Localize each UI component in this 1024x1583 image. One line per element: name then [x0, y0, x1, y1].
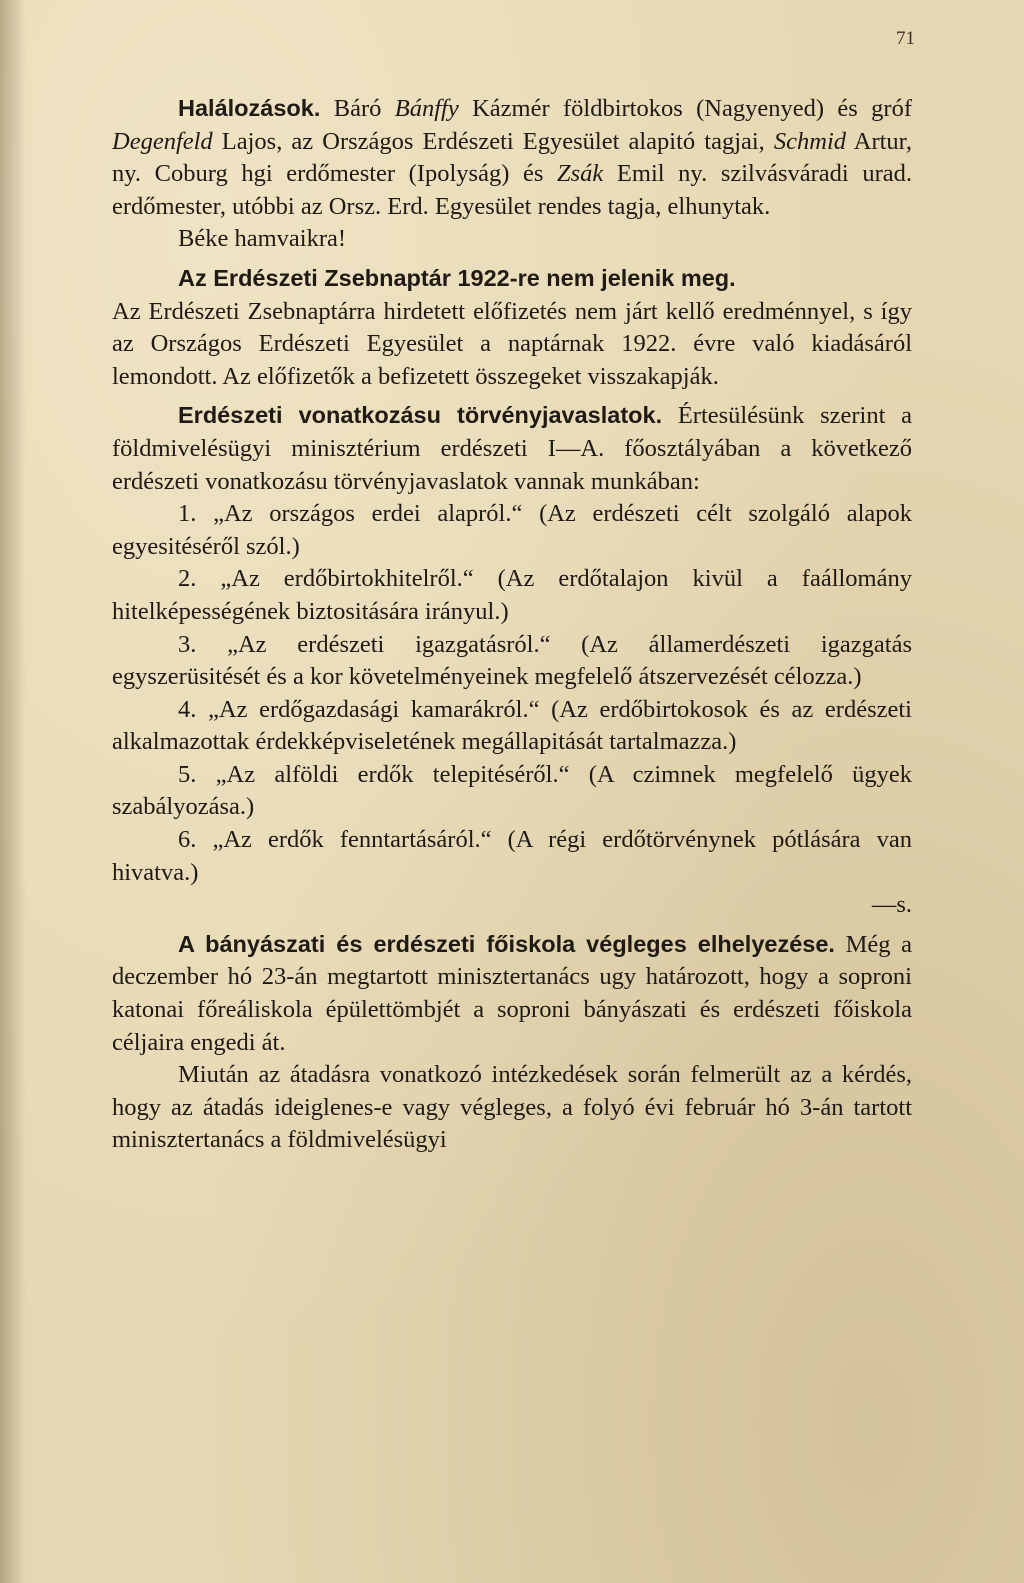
academy-heading: A bányászati és erdészeti főiskola végleges elhelyezése. — [178, 930, 835, 957]
academy-paragraph-2: Miután az átadásra vonatkozó intézkedések során felmerült az a kérdés, hogy az átadás ideiglenes-e vagy végleges, a folyó évi február hó 3-án tartott minisztertanács a földmivelésügyi — [112, 1061, 912, 1154]
deaths-closing: Béke hamvaikra! — [178, 225, 347, 253]
name-zsak: Zsák — [557, 160, 604, 188]
pocketbook-paragraph: Az Erdészeti Zsebnaptárra hirdetett előfizetés nem járt kellő eredménnyel, s így az Országos Erdészeti Egyesület a naptárnak 1922. évre való kiadásáról lemondott. Az előfizetők a befizetett összegeket visszakapják. — [112, 297, 912, 390]
pocketbook-heading-line — [112, 262, 912, 296]
page-binding-shadow — [0, 0, 26, 1583]
deaths-heading: Halálozások. — [178, 95, 321, 121]
deaths-paragraph: Halálozások. Báró Bánffy Kázmér földbirtokos (Nagyenyed) és gróf Degenfeld Lajos, az Országos Erdészeti Egyesület alapitó tagjai, Schmid Artur, ny. Coburg hgi erdőmester (Ipolyság) és Zsák Emil ny. szilvásváradi urad. erdőmester, utóbbi az Orsz. Erd. Egyesület rendes tagja, elhunytak. — [112, 95, 912, 220]
bills-signature: —s. — [871, 891, 912, 919]
bills-heading: Erdészeti vonatkozásu törvényjavaslatok. — [178, 402, 663, 429]
bill-item-1: 1. „Az országos erdei alapról.“ (Az erdészeti célt szolgáló alapok egyesitéséről szól.) — [112, 500, 912, 560]
bill-item-6: 6. „Az erdők fenntartásáról.“ (A régi erdőtörvénynek pótlására van hivatva.) —s. — [112, 824, 912, 922]
name-schmid: Schmid — [773, 127, 847, 155]
bills-paragraph: Erdészeti vonatkozásu törvényjavaslatok. Értesülésünk szerint a földmivelésügyi minisztérium erdészeti I—A. főosztályában a következő erdészeti vonatkozásu törvényjavaslatok vannak munkában: — [112, 402, 912, 495]
bill-item-5: 5. „Az alföldi erdők telepitéséről.“ (A czimnek megfelelő ügyek szabályozása.) — [112, 760, 912, 821]
name-degenfeld: Degenfeld — [112, 127, 213, 155]
name-banffy: Bánffy — [394, 95, 459, 122]
page-content — [112, 92, 912, 1157]
bill-item-3: 3. „Az erdészeti igazgatásról.“ (Az államerdészeti igazgatás egyszerüsitését és a kor követelményeinek megfelelő átszervezését célozza.) — [112, 630, 912, 691]
academy-paragraph: A bányászati és erdészeti főiskola végleges elhelyezése. Még a deczember hó 23-án megtartott minisztertanács ugy határozott, hogy a soproni katonai főreáliskola épülettömbjét a soproni bányászati és erdészeti főiskola céljaira engedi át. — [112, 930, 912, 1056]
pocketbook-heading: Az Erdészeti Zsebnaptár 1922-re nem jelenik meg. — [178, 264, 736, 291]
bill-item-2: 2. „Az erdőbirtokhitelről.“ (Az erdőtalajon kivül a faállomány hitelképességének biztositására irányul.) — [112, 565, 912, 625]
page-number: 71 — [896, 28, 915, 49]
bill-item-4: 4. „Az erdőgazdasági kamarákról.“ (Az erdőbirtokosok és az erdészeti alkalmazottak érdekképviseletének megállapitását tartalmazza.) — [112, 695, 912, 756]
